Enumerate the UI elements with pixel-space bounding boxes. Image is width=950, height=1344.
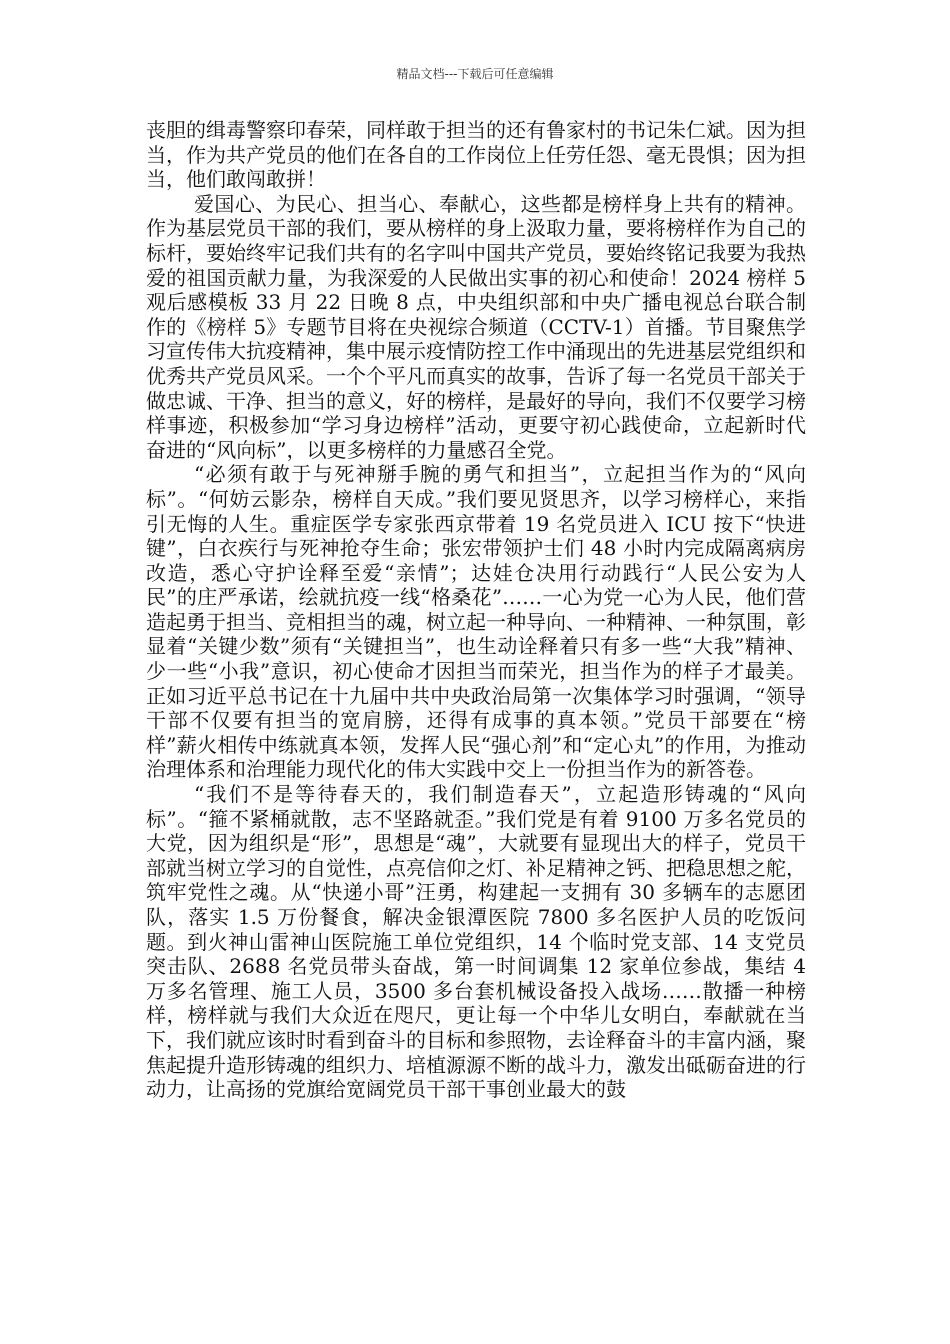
paragraph-3: “必须有敢于与死神掰手腕的勇气和担当”，立起担当作为的“风向标”。“何妨云影杂，榜样自天成。”我们要见贤思齐，以学习榜样心，来指引无悔的人生。重症医学专家张西京带着 19 名党员进入 ICU 按下“快进键”，白衣疾行与死神抢夺生命；张宏带领护士们 48 小时内完成隔离病房改造，悉心守护诠释至爱“亲情”；达娃仓决用行动践行“人民公安为人民”的庄严承诺，绘就抗疫一线“格桑花”……一心为党一心为人民，他们营造起勇于担当、竞相担当的魂，树立起一种导向、一种精神、一种氛围，彰显着“关键少数”须有“关键担当”，也生动诠释着只有多一些“大我”精神、少一些“小我”意识，初心使命才因担当而荣光，担当作为的样子才最美。正如习近平总书记在十九届中共中央政治局第一次集体学习时强调，“领导干部不仅要有担当的宽肩膀，还得有成事的真本领。”党员干部要在“榜样”薪火相传中练就真本领，发挥人民“强心剂”和“定心丸”的作用，为推动治理体系和治理能力现代化的伟大实践中交上一份担当作为的新答卷。 [146,462,806,782]
page-header: 精品文档---下载后可任意编辑 [396,67,554,81]
paragraph-1: 丧胆的缉毒警察印春荣，同样敢于担当的还有鲁家村的书记朱仁斌。因为担当，作为共产党员的他们在各自的工作岗位上任劳任怨、毫无畏惧；因为担当，他们敢闯敢拼！ [146,118,806,192]
paragraph-2: 爱国心、为民心、担当心、奉献心，这些都是榜样身上共有的精神。作为基层党员干部的我们，要从榜样的身上汲取力量，要将榜样作为自己的标杆，要始终牢记我们共有的名字叫中国共产党员，要始终铭记我要为我热爱的祖国贡献力量，为我深爱的人民做出实事的初心和使命！2024 榜样 5 观后感模板 33 月 22 日晚 8 点，中央组织部和中央广播电视总台联合制作的《榜样 5》专题节目将在央视综合频道（CCTV-1）首播。节目聚焦学习宣传伟大抗疫精神，集中展示疫情防控工作中涌现出的先进基层党组织和优秀共产党员风采。一个个平凡而真实的故事，告诉了每一名党员干部关于做忠诚、干净、担当的意义，好的榜样，是最好的导向，我们不仅要学习榜样事迹，积极参加“学习身边榜样”活动，更要守初心践使命，立起新时代奋进的“风向标”，以更多榜样的力量感召全党。 [146,191,806,462]
paragraph-4: “我们不是等待春天的，我们制造春天”，立起造形铸魂的“风向标”。“箍不紧桶就散，志不坚路就歪。”我们党是有着 9100 万多名党员的大党，因为组织是“形”，思想是“魂”，大就要有显现出大的样子，党员干部就当树立学习的自觉性，点亮信仰之灯、补足精神之钙、把稳思想之舵，筑牢党性之魂。从“快递小哥”汪勇，构建起一支拥有 30 多辆车的志愿团队，落实 1.5 万份餐食，解决金银潭医院 7800 多名医护人员的吃饭问题。到火神山雷神山医院施工单位党组织，14 个临时党支部、14 支党员突击队、2688 名党员带头奋战，第一时间调集 12 家单位参战，集结 4 万多名管理、施工人员，3500 多台套机械设备投入战场……散播一种榜样，榜样就与我们大众近在咫尺，更让每一个中华儿女明白，奉献就在当下，我们就应该时时看到奋斗的目标和参照物，去诠释奋斗的丰富内涵，聚焦起提升造形铸魂的组织力、培植源源不断的战斗力，激发出砥砺奋进的行动力，让高扬的党旗给宽阔党员干部干事创业最大的鼓 [146,782,806,1102]
document-body [146,118,806,1102]
